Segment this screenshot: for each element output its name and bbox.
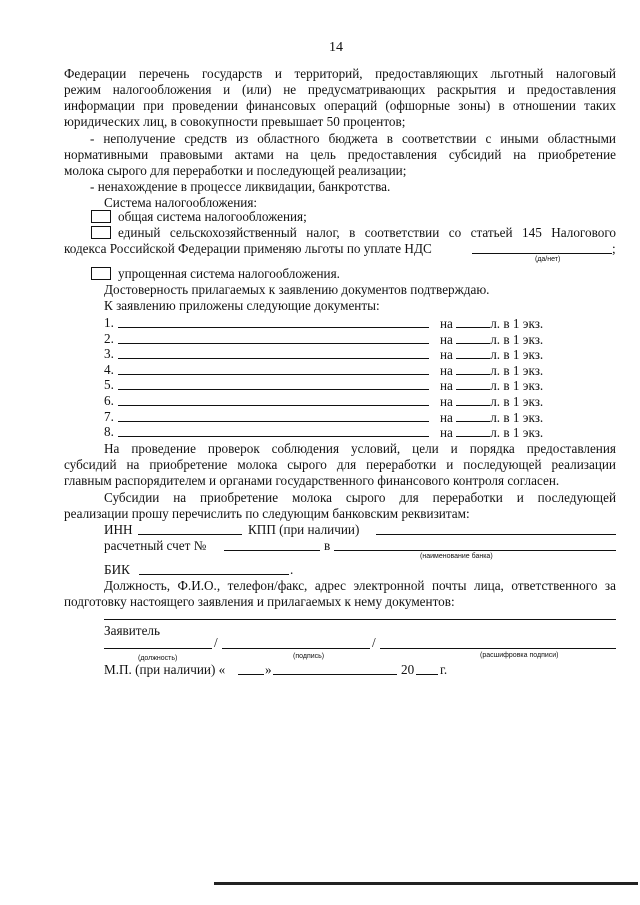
attachment-na-label: на: [440, 316, 453, 331]
attachment-number: 4.: [104, 361, 114, 377]
attachment-na-label: на: [440, 331, 453, 347]
applicant-label: Заявитель: [104, 623, 161, 638]
stamp-label: М.П. (при наличии) «: [104, 662, 226, 677]
transcript-field[interactable]: [380, 648, 616, 649]
attachment-sheets-label: л. в 1 экз.: [490, 394, 544, 409]
bik-field[interactable]: [139, 563, 289, 575]
attachment-sheets-field[interactable]: [456, 377, 490, 390]
signature-slash-2: /: [372, 635, 376, 650]
date-year-field[interactable]: [416, 663, 438, 675]
bik-label: БИК: [104, 562, 130, 577]
checkbox-eshn[interactable]: [91, 226, 111, 239]
date-year-prefix: 20: [401, 662, 415, 677]
attachment-na-label: на: [440, 425, 453, 441]
bank-name-caption: (наименование банка): [420, 553, 493, 560]
attachment-sheets-field[interactable]: [456, 409, 490, 422]
signature-caption: (подпись): [293, 653, 325, 660]
attachment-name-field[interactable]: [118, 377, 429, 390]
bullet-1-line-1: - неполучение средств из областного бюджета в соответствии с иными областными: [90, 131, 616, 146]
attachments-heading: К заявлению приложены следующие документы:: [104, 298, 380, 313]
reliability-statement: Достоверность прилагаемых к заявлению документов подтверждаю.: [104, 282, 490, 297]
attachment-sheets-label: л. в 1 экз.: [490, 362, 544, 378]
attachment-sheets-field[interactable]: [456, 362, 490, 375]
attachment-name-field[interactable]: [118, 331, 429, 344]
attachment-name-field[interactable]: [118, 346, 429, 359]
bank-in-label: в: [324, 538, 331, 553]
account-label: расчетный счет №: [104, 538, 207, 553]
account-field[interactable]: [224, 539, 320, 551]
signature-slash-1: /: [214, 635, 218, 650]
attachment-number: 7.: [104, 408, 114, 424]
attachment-number: 3.: [104, 346, 114, 362]
bank-name-field[interactable]: [334, 539, 616, 551]
intro-line-4: юридических лиц, в совокупности превышает 50 процентов;: [64, 114, 406, 129]
tax-eshn-tail: ;: [612, 241, 616, 256]
tax-eshn-line-1: единый сельскохозяйственный налог, в соответствии со статьей 145 Налогового: [118, 225, 616, 240]
tax-heading: Система налогообложения:: [104, 195, 258, 210]
bullet-1-line-2: нормативными правовыми актами на цель предоставления субсидий на приобретение: [64, 147, 616, 162]
attachment-sheets-label: л. в 1 экз.: [490, 425, 544, 441]
checkbox-simplified-tax[interactable]: [91, 267, 111, 280]
vat-yes-no-field[interactable]: [472, 242, 612, 254]
attachment-sheets-label: л. в 1 экз.: [490, 378, 544, 394]
attachment-na-label: на: [440, 394, 453, 409]
bank-line-2: реализации прошу перечислить по следующим банковским реквизитам:: [64, 506, 470, 521]
attachment-sheets-field[interactable]: [456, 346, 490, 359]
date-day-field[interactable]: [238, 663, 264, 675]
kpp-label: КПП (при наличии): [248, 522, 360, 537]
responsible-line-1: Должность, Ф.И.О., телефон/факс, адрес электронной почты лица, ответственного за: [104, 578, 616, 593]
position-caption: (должность): [138, 655, 178, 662]
intro-line-1: Федерации перечень государств и территорий, предоставляющих льготный налоговый: [64, 66, 616, 81]
attachment-name-field[interactable]: [118, 393, 429, 406]
responsible-field[interactable]: [104, 619, 616, 620]
attachment-na-label: на: [440, 378, 453, 394]
attachment-number: 5.: [104, 377, 114, 393]
bullet-1-line-3: молока сырого для переработки и последующей реализации;: [64, 163, 407, 178]
bank-line-1: Субсидии на приобретение молока сырого для переработки и последующей: [104, 490, 616, 505]
attachment-sheets-field[interactable]: [456, 315, 490, 328]
page-number: 14: [329, 40, 343, 55]
attachment-name-field[interactable]: [118, 362, 429, 375]
kpp-field[interactable]: [376, 523, 616, 535]
attachment-name-field[interactable]: [118, 315, 429, 328]
bullet-2: - ненахождение в процессе ликвидации, банкротства.: [90, 179, 391, 194]
attachment-sheets-label: л. в 1 экз.: [490, 331, 544, 347]
attachment-sheets-field[interactable]: [456, 331, 490, 344]
date-quote-close: »: [265, 662, 272, 677]
signature-field[interactable]: [222, 648, 370, 649]
attachment-number: 8.: [104, 424, 114, 440]
intro-line-2: режим налогообложения и (или) не предусматривающих раскрытия и предоставления: [64, 82, 616, 97]
tax-general-label: общая система налогообложения;: [118, 209, 307, 224]
tax-eshn-line-2: кодекса Российской Федерации применяю льготы по уплате НДС: [64, 241, 432, 256]
attachment-sheets-field[interactable]: [456, 424, 490, 437]
attachment-sheets-label: л. в 1 экз.: [490, 316, 544, 331]
attachment-sheets-field[interactable]: [456, 393, 490, 406]
attachment-sheets-label: л. в 1 экз.: [490, 347, 544, 363]
scan-edge-line: [214, 882, 638, 885]
intro-line-3: информации при проведении финансовых операций (офшорные зоны) в отношении таких: [64, 98, 616, 113]
transcript-caption: (расшифровка подписи): [480, 652, 559, 659]
consent-line-2: субсидий на приобретение молока сырого для переработки и последующей реализации: [64, 457, 616, 472]
attachment-na-label: на: [440, 409, 453, 425]
attachment-name-field[interactable]: [118, 409, 429, 422]
attachment-na-label: на: [440, 347, 453, 363]
bik-tail: .: [290, 562, 294, 577]
inn-field[interactable]: [138, 523, 242, 535]
vat-yes-no-caption: (да/нет): [535, 256, 561, 263]
attachment-number: 1.: [104, 315, 114, 330]
date-month-field[interactable]: [273, 663, 397, 675]
responsible-line-2: подготовку настоящего заявления и прилагаемых к нему документов:: [64, 594, 455, 609]
tax-simplified-label: упрощенная система налогообложения.: [118, 266, 340, 281]
attachment-na-label: на: [440, 362, 453, 378]
consent-line-3: главным распорядителем и органами государственного финансового контроля согласен.: [64, 473, 560, 488]
attachment-number: 2.: [104, 330, 114, 346]
attachment-sheets-label: л. в 1 экз.: [490, 409, 544, 425]
attachment-number: 6.: [104, 393, 114, 408]
inn-label: ИНН: [104, 522, 133, 537]
checkbox-general-tax[interactable]: [91, 210, 111, 223]
date-year-suffix: г.: [440, 662, 448, 677]
attachment-name-field[interactable]: [118, 424, 429, 437]
position-field[interactable]: [104, 648, 212, 649]
consent-line-1: На проведение проверок соблюдения условий, цели и порядка предоставления: [104, 441, 616, 456]
